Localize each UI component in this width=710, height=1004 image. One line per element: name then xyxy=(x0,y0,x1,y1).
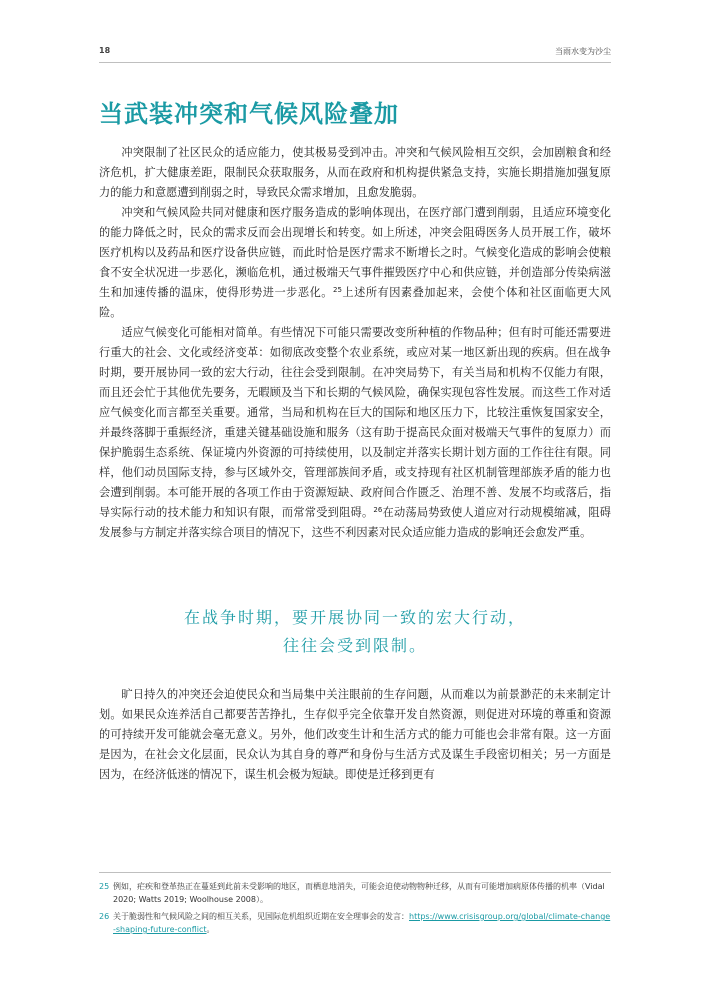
footnote-divider xyxy=(99,872,611,873)
page-header xyxy=(99,46,611,58)
footnote-25 xyxy=(99,880,611,906)
pull-quote-line-2: 往往会受到限制。 xyxy=(282,636,427,655)
section-title: 当武装冲突和气候风险叠加 xyxy=(99,100,399,128)
header-divider xyxy=(99,62,611,63)
paragraph-1: 冲突限制了社区民众的适应能力，使其极易受到冲击。冲突和气候风险相互交织，会加剧粮食和经济危机，扩大健康差距，限制民众获取服务，从而在政府和机构提供紧急支持，实施长期措施加强复原力的能力和意愿遭到削弱之时，导致民众需求增加，且愈发脆弱。 xyxy=(99,146,611,199)
body-text-upper xyxy=(99,143,611,543)
page-number: 18 xyxy=(99,46,111,55)
footnote-26 xyxy=(99,910,611,936)
paragraph-2-text: 冲突和气候风险共同对健康和医疗服务造成的影响体现出，在医疗部门遭到削弱，且适应环境变化的能力降低之时，民众的需求反而会出现增长和转变。如上所述，冲突会阻碍医务人员开展工作，破坏医疗机构以及药品和医疗设备供应链，而此时恰是医疗需求不断增长之时。气候变化造成的影响会使粮食不安全状况进一步恶化，濒临危机，通过极端天气事件摧毁医疗中心和供应链，并创造部分传染病滋生和加速传播的温床，使得形势进一步恶化。 xyxy=(99,206,611,299)
paragraph-3 xyxy=(99,323,611,543)
footnote-number: 26 xyxy=(99,912,110,921)
footnote-number: 25 xyxy=(99,882,110,891)
body-text-lower xyxy=(99,685,611,785)
running-title: 当雨水变为沙尘 xyxy=(555,47,611,56)
footnote-text: 例如，疟疾和登革热正在蔓延到此前未受影响的地区，而栖息地消失，可能会迫使动物物种迁移，从而有可能增加病原体传播的机率（Vidal 2020; Watts 2019; Woolhouse 2008）。 xyxy=(113,882,605,904)
footnote-link[interactable]: https://www.crisisgroup.org/global/climate-change-shaping-future-conflict xyxy=(113,912,611,934)
paragraph-2 xyxy=(99,203,611,323)
footnote-text-end: 。 xyxy=(206,925,215,934)
paragraph-4: 旷日持久的冲突还会迫使民众和当局集中关注眼前的生存问题，从而难以为前景渺茫的未来制定计划。如果民众连养活自己都要苦苦挣扎，生存似乎完全依靠开发自然资源，则促进对环境的尊重和资源的可持续开发可能就会毫无意义。另外，他们改变生计和生活方式的能力可能也会非常有限。这一方面是因为，在社会文化层面，民众认为其自身的尊严和身份与生活方式及谋生手段密切相关；另一方面是因为，在经济低迷的情况下，谋生机会极为短缺。即使是迁移到更有 xyxy=(99,688,611,781)
paragraph-3-text: 适应气候变化可能相对简单。有些情况下可能只需要改变所种植的作物品种；但有时可能还需要进行重大的社会、文化或经济变革：如彻底改变整个农业系统，或应对某一地区新出现的疾病。但在战争时期，要开展协同一致的宏大行动，往往会受到限制。在冲突局势下，有关当局和机构不仅能力有限，而且还会忙于其他优先要务，无暇顾及当下和长期的气候风险，确保实现包容性发展。而这些工作对适应气候变化而言都至关重要。通常，当局和机构在巨大的国际和地区压力下，比较注重恢复国家安全，并最终落脚于重振经济，重建关键基础设施和服务（这有助于提高民众面对极端天气事件的复原力）而保护脆弱生态系统、保证境内外资源的可持续使用，以及制定并落实长期计划方面的工作往往有限。同样，他们动员国际支持，参与区域外交，管理部族间矛盾，或支持现有社区机制管理部族矛盾的能力也会遭到削弱。本可能开展的各项工作由于资源短缺、政府间合作匮乏、治理不善、发展不均或落后，指导实际行动的技术能力和知识有限，而常常受到阻碍。 xyxy=(99,326,611,519)
pull-quote xyxy=(99,604,611,660)
footnotes xyxy=(99,880,611,940)
paragraph-3-text-cont: 在动荡局势致使人道应对行动规模缩减，阻碍发展参与方制定并落实综合项目的情况下，这些不利因素对民众适应能力造成的影响还会愈发严重。 xyxy=(99,506,611,539)
pull-quote-line-1: 在战争时期，要开展协同一致的宏大行动， xyxy=(183,608,526,627)
footnote-text: 关于脆弱性和气候风险之间的相互关系，见国际危机组织近期在安全理事会的发言： xyxy=(113,912,409,921)
footnote-ref-25[interactable]: 25 xyxy=(332,286,342,294)
footnote-ref-26[interactable]: 26 xyxy=(373,506,383,514)
paragraph-2-text-cont: 上述所有因素叠加起来，会使个体和社区面临更大风险。 xyxy=(99,286,611,319)
